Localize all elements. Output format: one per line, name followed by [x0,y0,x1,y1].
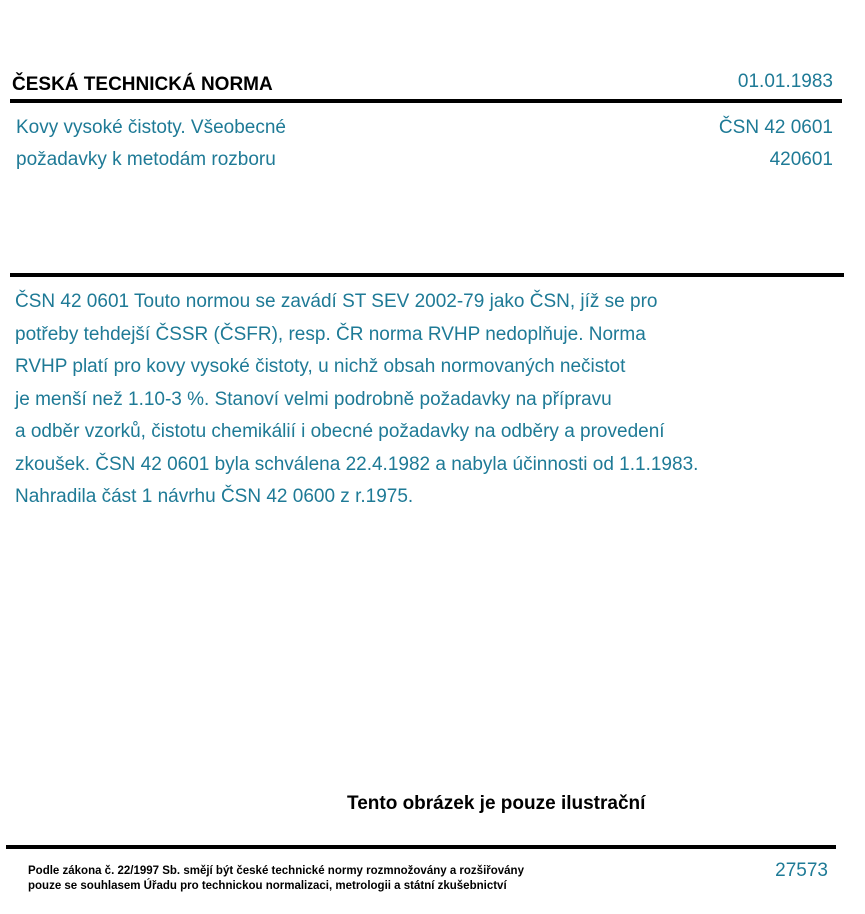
standard-code: ČSN 42 0601 [718,117,833,138]
abstract-line: je menší než 1.10-3 %. Stanoví velmi podrobně požadavky na přípravu [15,388,612,410]
bottom-divider [6,845,836,849]
abstract-line: Nahradila část 1 návrhu ČSN 42 0600 z r.1975. [15,486,414,507]
top-divider [10,99,842,103]
abstract-line: ČSN 42 0601 Touto normou se zavádí ST SEV 2002-79 jako ČSN, jíž se pro [15,291,658,312]
catalog-number: 27573 [775,860,828,881]
abstract-line: zkoušek. ČSN 42 0601 byla schválena 22.4.1982 a nabyla účinnosti od 1.1.1983. [15,453,699,475]
legal-line: Podle zákona č. 22/1997 Sb. smějí být české technické normy rozmnožovány a rozšiřovány [28,865,524,877]
illustration-note: Tento obrázek je pouze ilustrační [347,793,646,814]
standard-title-line1: Kovy vysoké čistoty. Všeobecné [16,117,286,138]
legal-line: pouze se souhlasem Úřadu pro technickou normalizaci, metrologii a státní zkušebnictví [28,880,507,892]
issue-date: 01.01.1983 [737,71,833,92]
abstract-line: potřeby tehdejší ČSSR (ČSFR), resp. ČR norma RVHP nedoplňuje. Norma [15,323,646,345]
abstract-line: a odběr vzorků, čistotu chemikálií i obecné požadavky na odběry a provedení [15,421,665,442]
document-heading: ČESKÁ TECHNICKÁ NORMA [12,74,273,95]
abstract-line: RVHP platí pro kovy vysoké čistoty, u nichž obsah normovaných nečistot [15,356,626,377]
legal-notice [28,864,524,894]
class-number: 420601 [769,149,833,170]
standard-title-line2: požadavky k metodám rozboru [16,149,276,170]
abstract-text [15,286,815,514]
middle-divider [10,273,844,277]
